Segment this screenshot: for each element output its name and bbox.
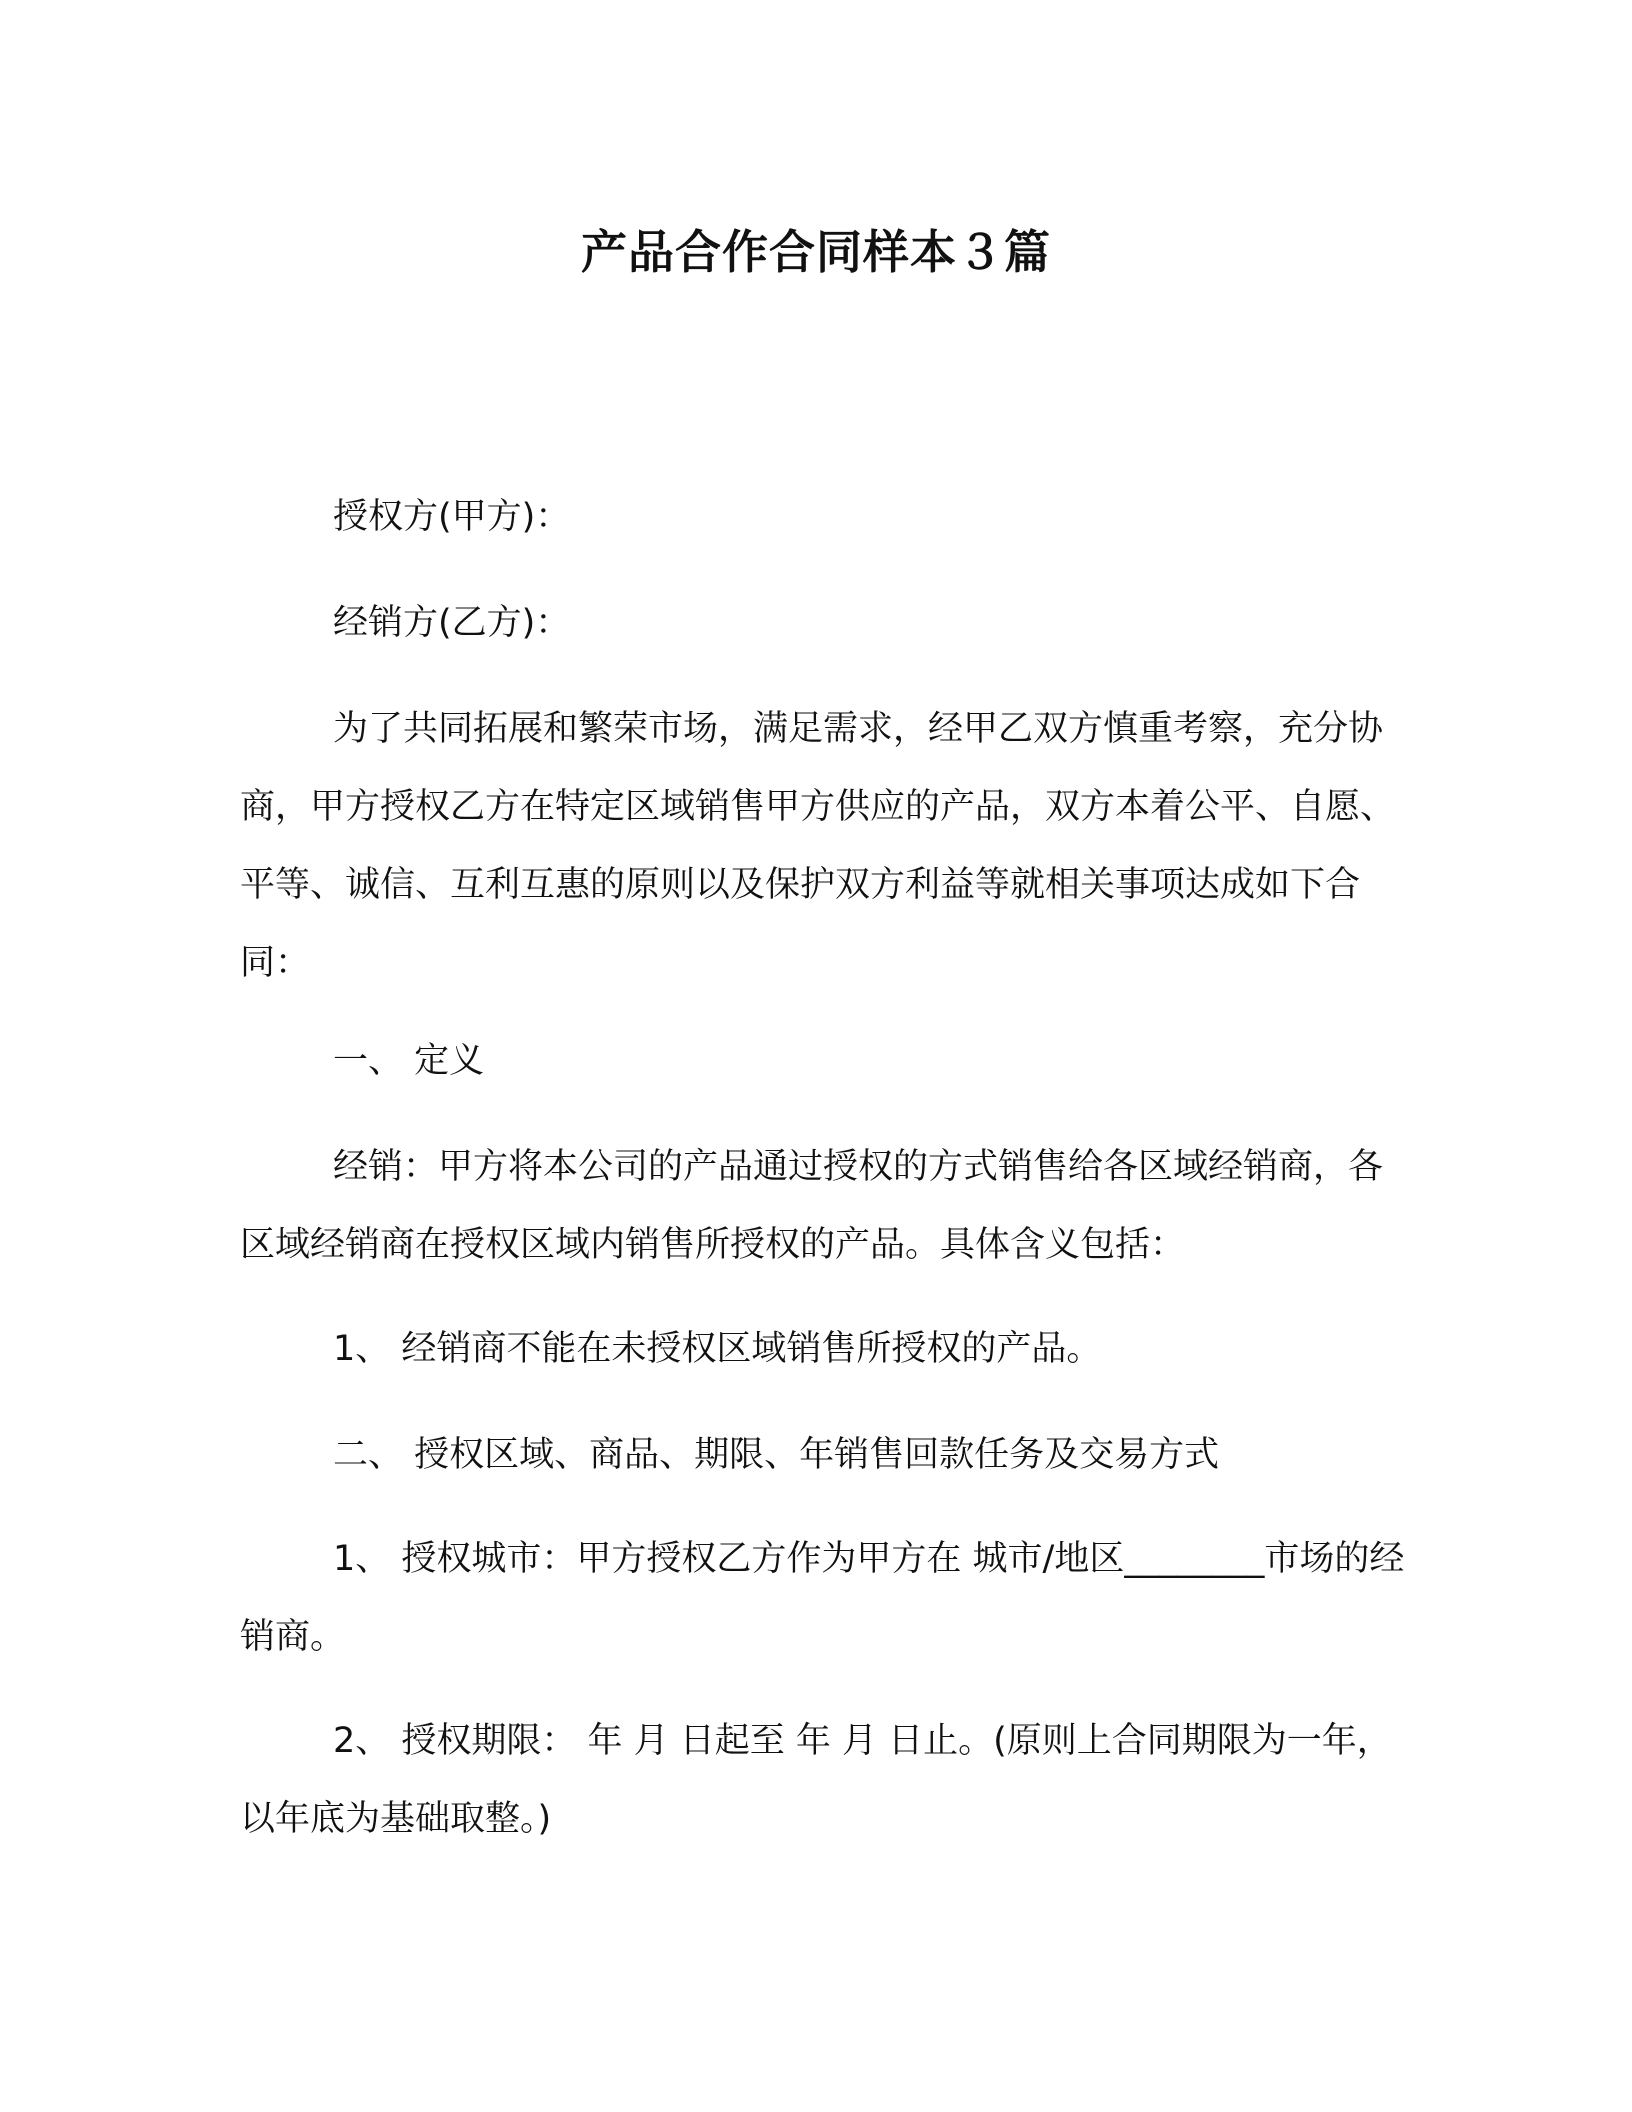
section-heading-definition: 一、 定义	[333, 1041, 485, 1081]
authorization-item-1: 1、 授权城市：甲方授权乙方作为甲方在 城市/地区________市场的经销商。	[240, 1539, 1405, 1657]
preamble-paragraph: 为了共同拓展和繁荣市场，满足需求，经甲乙双方慎重考察，充分协商，甲方授权乙方在特定区域销售甲方供应的产品，双方本着公平、自愿、平等、诚信、互利互惠的原则以及保护双方利益等就相关事项达成如下合同：	[240, 709, 1396, 983]
section-heading-authorization: 二、 授权区域、商品、期限、年销售回款任务及交易方式	[333, 1435, 1220, 1475]
authorization-item-2: 2、 授权期限： 年 月 日起至 年 月 日止。(原则上合同期限为一年，以年底为基础取整。)	[240, 1721, 1392, 1839]
definition-item-1: 1、 经销商不能在未授权区域销售所授权的产品。	[333, 1329, 1102, 1369]
party-a-line: 授权方(甲方)：	[333, 497, 571, 537]
document-title: 产品合作合同样本３篇	[581, 225, 1051, 279]
party-b-line: 经销方(乙方)：	[333, 603, 571, 643]
definition-paragraph: 经销：甲方将本公司的产品通过授权的方式销售给各区域经销商，各区域经销商在授权区域内销售所授权的产品。具体含义包括：	[240, 1147, 1384, 1265]
